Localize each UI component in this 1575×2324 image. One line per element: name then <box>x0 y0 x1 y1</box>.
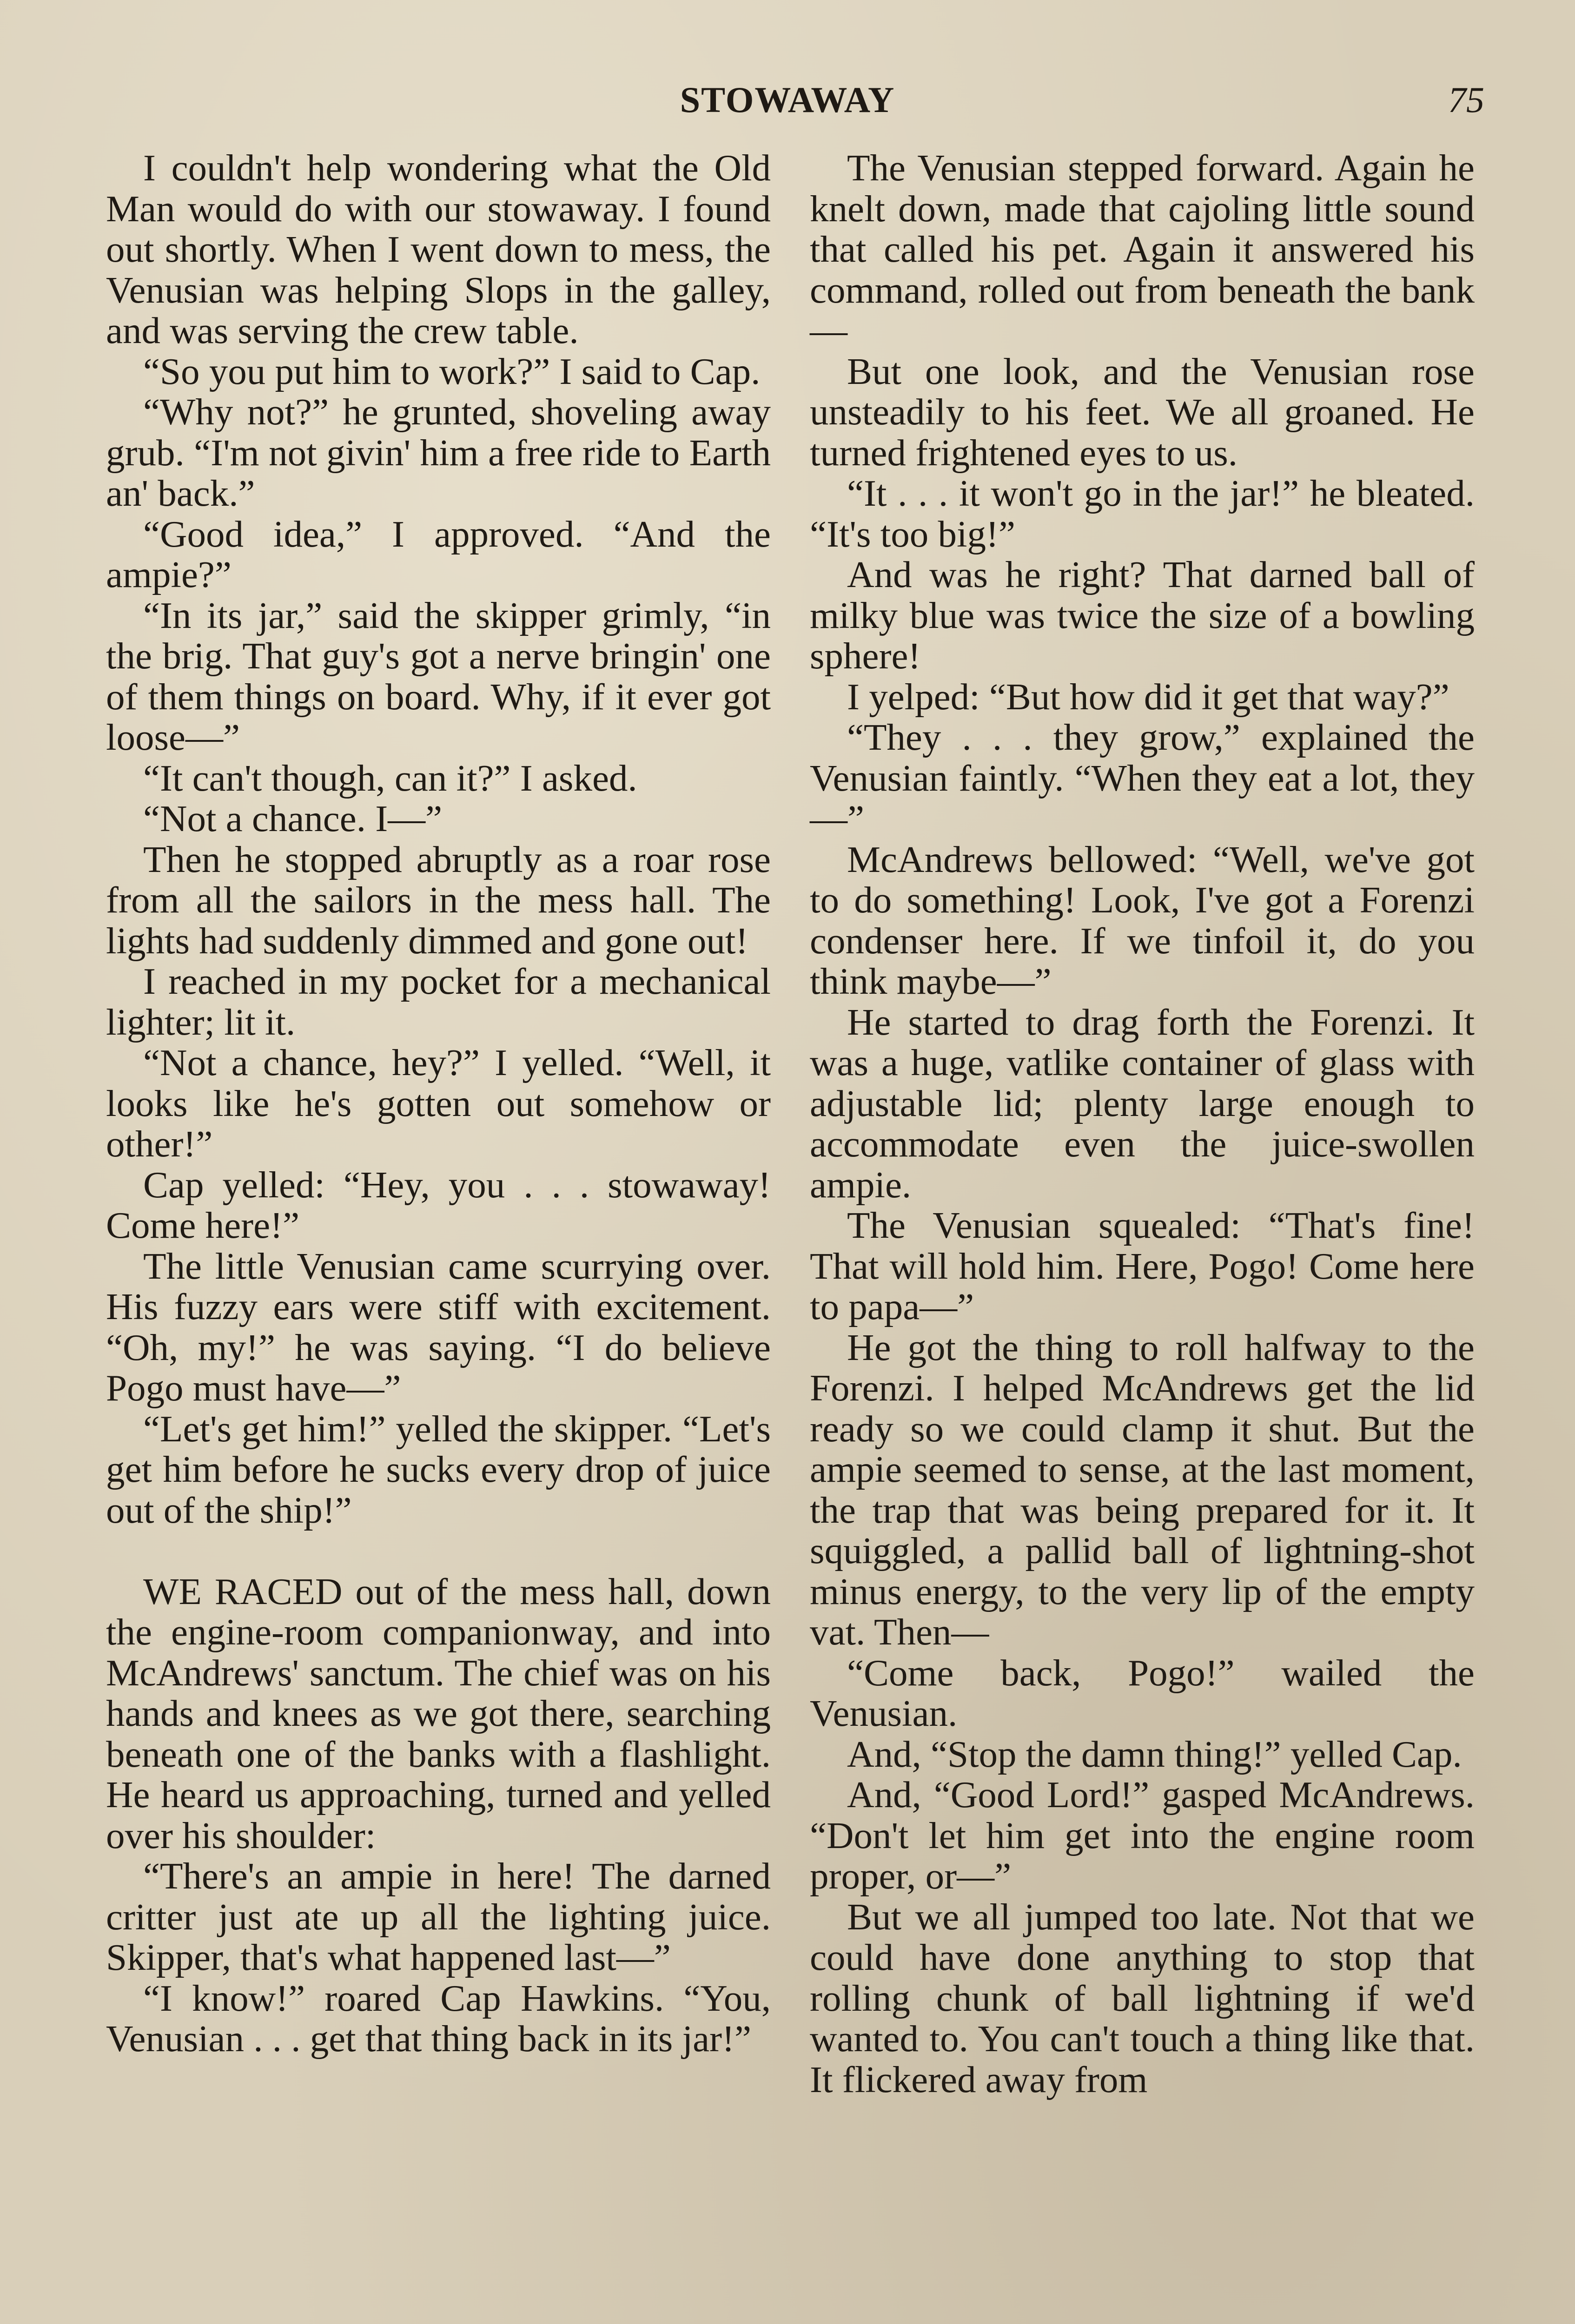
paragraph: “Not a chance. I—” <box>143 798 443 839</box>
paragraph: He started to drag forth the Forenzi. It was a huge, vatlike container of glass with adjustable lid; plenty large enough to accommodate even the juice-swollen ampie. <box>810 1001 1475 1206</box>
paragraph: I couldn't help wondering what the Old Man would do with our stowaway. I found out shortly. When I went down to mess, the Venusian was helping Slops in the galley, and was serving the crew table. <box>106 147 771 351</box>
paragraph: “I know!” roared Cap Hawkins. “You, Venusian . . . get that thing back in its jar!” <box>106 1977 771 2060</box>
paragraph: And was he right? That darned ball of milky blue was twice the size of a bowling sphere! <box>810 554 1475 677</box>
paragraph: “There's an ampie in here! The darned critter just ate up all the lighting juice. Skipper, that's what happened last—” <box>106 1855 771 1978</box>
section-break-paragraph: WE RACED out of the mess hall, down the engine-room companionway, and into McAndrews' sanctum. The chief was on his hands and knees as we got there, searching beneath one of the banks with a flashlight. He heard us approaching, turned and yelled over his shoulder: <box>106 1570 771 1856</box>
paragraph: “So you put him to work?” I said to Cap. <box>143 350 761 392</box>
paragraph: But we all jumped too late. Not that we could have done anything to stop that rolling chunk of ball lightning if we'd wanted to. You can't touch a thing like that. It flickered away from <box>810 1895 1475 2100</box>
paragraph: “In its jar,” said the skipper grimly, “in the brig. That guy's got a nerve bringin' one of them things on board. Why, if it ever got loose—” <box>106 594 771 758</box>
page-number: 75 <box>1448 79 1484 120</box>
paragraph: Cap yelled: “Hey, you . . . stowaway! Come here!” <box>106 1163 771 1246</box>
paragraph: I yelped: “But how did it get that way?” <box>847 675 1449 718</box>
paragraph: He got the thing to roll halfway to the Forenzi. I helped McAndrews get the lid ready so we could clamp it shut. But the ampie seemed to sense, at the last moment, the trap that was being prepared for it. It squiggled, a pallid ball of lightning-shot minus energy, to the very lip of the empty vat. Then— <box>810 1326 1475 1653</box>
paragraph: “Come back, Pogo!” wailed the Venusian. <box>810 1651 1475 1734</box>
paragraph: The Venusian stepped forward. Again he knelt down, made that cajoling little sound that called his pet. Again it answered his command, rolled out from beneath the bank— <box>810 147 1475 351</box>
paragraph: “Not a chance, hey?” I yelled. “Well, it looks like he's gotten out somehow or other!” <box>106 1042 771 1165</box>
paragraph: Then he stopped abruptly as a roar rose from all the sailors in the mess hall. The lights had suddenly dimmed and gone out! <box>106 838 771 962</box>
paragraph: “It . . . it won't go in the jar!” he bleated. “It's too big!” <box>810 472 1475 555</box>
paragraph: “Good idea,” I approved. “And the ampie?” <box>106 513 771 595</box>
paragraph: The Venusian squealed: “That's fine! That will hold him. Here, Pogo! Come here to papa—” <box>810 1204 1475 1327</box>
paragraph: And, “Good Lord!” gasped McAndrews. “Don't let him get into the engine room proper, or—” <box>810 1774 1475 1897</box>
right-text-column <box>810 148 1475 2304</box>
paragraph: But one look, and the Venusian rose unsteadily to his feet. We all groaned. He turned frightened eyes to us. <box>810 350 1475 474</box>
left-text-column <box>106 148 771 2304</box>
paragraph: I reached in my pocket for a mechanical lighter; lit it. <box>106 960 771 1043</box>
paragraph: And, “Stop the damn thing!” yelled Cap. <box>847 1733 1462 1775</box>
paragraph: “Why not?” he grunted, shoveling away grub. “I'm not givin' him a free ride to Earth an' back.” <box>106 391 771 514</box>
paragraph: “They . . . they grow,” explained the Venusian faintly. “When they eat a lot, they—” <box>810 716 1475 839</box>
paragraph: “Let's get him!” yelled the skipper. “Let's get him before he sucks every drop of juice out of the ship!” <box>106 1407 771 1531</box>
paragraph: McAndrews bellowed: “Well, we've got to do something! Look, I've got a Forenzi condenser here. If we tinfoil it, do you think maybe—” <box>810 838 1475 1002</box>
running-head-title: STOWAWAY <box>680 79 895 120</box>
paragraph: The little Venusian came scurrying over. His fuzzy ears were stiff with excitement. “Oh, my!” he was saying. “I do believe Pogo must have—” <box>106 1245 771 1409</box>
paragraph: “It can't though, can it?” I asked. <box>143 757 637 799</box>
